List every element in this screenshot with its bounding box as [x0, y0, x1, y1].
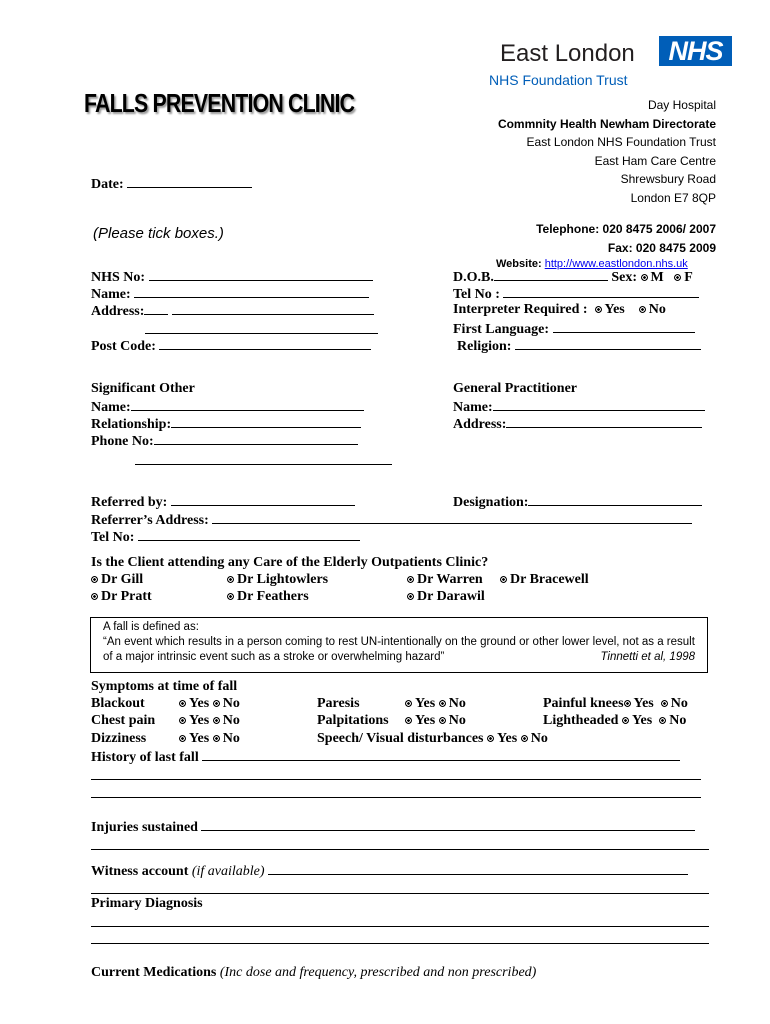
fall-definition-intro: A fall is defined as:: [103, 621, 199, 633]
symptom-speech: [317, 731, 548, 747]
address-field[interactable]: [91, 302, 374, 320]
first-language-field[interactable]: [453, 320, 695, 338]
address-line: Shrewsbury Road: [620, 172, 716, 186]
so-name-field[interactable]: [91, 398, 364, 416]
fax: Fax: 020 8475 2009: [607, 241, 716, 255]
doctor-label: Dr Lightowlers: [237, 572, 329, 587]
tick-circle-icon[interactable]: [595, 306, 602, 313]
dob-field[interactable]: [453, 268, 693, 286]
injuries-field[interactable]: [91, 818, 695, 836]
tel-label: Tel No :: [453, 287, 500, 302]
symptom-blackout: [91, 696, 240, 712]
diagnosis-line[interactable]: [91, 926, 709, 927]
witness-note: (if available): [191, 864, 265, 879]
nhs-logo: NHS: [659, 36, 732, 66]
trust-name: NHS Foundation Trust: [489, 72, 628, 88]
yes-label: Yes: [189, 731, 210, 746]
fall-definition-box: [90, 617, 708, 673]
sex-f: F: [684, 270, 693, 285]
tick-circle-icon[interactable]: [521, 735, 528, 742]
no-label: No: [448, 713, 466, 728]
address-line: Commnity Health Newham Directorate: [497, 116, 716, 131]
so-extra-line[interactable]: [135, 464, 392, 465]
nhs-no-label: NHS No:: [91, 270, 146, 285]
so-relationship-field[interactable]: [91, 415, 361, 433]
referred-by-field[interactable]: [91, 493, 355, 511]
sex-label: Sex:: [611, 270, 638, 285]
no-label: No: [669, 713, 687, 728]
dob-label: D.O.B.: [453, 270, 494, 285]
post-code-label: Post Code:: [91, 339, 156, 354]
religion-field[interactable]: [457, 337, 701, 355]
tick-note: (Please tick boxes.): [93, 225, 224, 242]
primary-diagnosis-heading: Primary Diagnosis: [91, 896, 203, 911]
symptom-lightheaded: [543, 713, 686, 729]
website-link[interactable]: http://www.eastlondon.nhs.uk: [544, 258, 688, 270]
doctor-option[interactable]: [91, 589, 152, 605]
symptom-chest-pain: [91, 713, 240, 729]
symptom-label: Chest pain: [91, 713, 156, 728]
symptom-label: Palpitations: [317, 713, 389, 728]
gp-address-label: Address:: [453, 417, 507, 432]
doctor-option[interactable]: [500, 572, 589, 588]
interpreter-field: [453, 302, 666, 318]
tick-circle-icon[interactable]: [624, 700, 631, 707]
yes-label: Yes: [189, 713, 210, 728]
tick-circle-icon[interactable]: [661, 700, 668, 707]
tick-circle-icon[interactable]: [407, 593, 414, 600]
tick-circle-icon[interactable]: [227, 576, 234, 583]
tick-circle-icon[interactable]: [213, 735, 220, 742]
tick-circle-icon[interactable]: [659, 717, 666, 724]
symptoms-heading: Symptoms at time of fall: [91, 679, 238, 694]
so-phone-field[interactable]: [91, 432, 358, 450]
no-label: No: [222, 713, 240, 728]
symptom-label: Blackout: [91, 696, 145, 711]
clinic-question: Is the Client attending any Care of the Elderly Outpatients Clinic?: [91, 555, 489, 570]
ref-tel-field[interactable]: [91, 528, 360, 546]
tick-circle-icon[interactable]: [439, 700, 446, 707]
referrer-address-label: Referrer’s Address:: [91, 513, 209, 528]
doctor-label: Dr Bracewell: [510, 572, 589, 587]
address-line: East Ham Care Centre: [594, 153, 716, 168]
address-block: [498, 96, 716, 207]
fall-citation: Tinnetti et al, 1998: [600, 651, 695, 663]
date-field[interactable]: [91, 175, 252, 193]
no-label: No: [448, 696, 466, 711]
medications-note: (Inc dose and frequency, prescribed and non prescribed): [219, 965, 537, 980]
tick-circle-icon[interactable]: [439, 717, 446, 724]
witness-line[interactable]: [91, 893, 709, 894]
tick-circle-icon[interactable]: [227, 593, 234, 600]
tick-circle-icon[interactable]: [213, 717, 220, 724]
no-label: No: [222, 696, 240, 711]
symptom-label: Painful knees: [543, 696, 624, 711]
interpreter-label: Interpreter Required :: [453, 302, 588, 317]
no-label: No: [530, 731, 548, 746]
tel-field[interactable]: [453, 285, 699, 303]
tick-circle-icon[interactable]: [179, 735, 186, 742]
so-relationship-label: Relationship:: [91, 417, 172, 432]
diagnosis-line[interactable]: [91, 943, 709, 944]
telephone: Telephone: 020 8475 2006/ 2007: [536, 222, 716, 236]
doctor-label: Dr Warren: [417, 572, 483, 587]
doctor-label: Dr Darawil: [417, 589, 485, 604]
symptom-label: Lightheaded: [543, 713, 619, 728]
yes-label: Yes: [633, 696, 654, 711]
tick-circle-icon[interactable]: [500, 576, 507, 583]
tick-circle-icon[interactable]: [405, 717, 412, 724]
address-line: Day Hospital: [647, 98, 716, 112]
address-line: East London NHS Foundation Trust: [526, 135, 716, 149]
symptom-dizziness: [91, 731, 240, 747]
nhs-no-field[interactable]: [91, 268, 373, 286]
symptom-palpitations: [317, 713, 466, 729]
doctor-option[interactable]: [407, 572, 483, 588]
tick-circle-icon[interactable]: [179, 717, 186, 724]
tick-circle-icon[interactable]: [213, 700, 220, 707]
first-language-label: First Language:: [453, 322, 550, 337]
no-label: No: [648, 302, 666, 317]
injuries-line[interactable]: [91, 849, 709, 850]
fall-definition-quote: [103, 635, 695, 665]
referred-by-label: Referred by:: [91, 495, 168, 510]
tick-circle-icon[interactable]: [622, 717, 629, 724]
history-line[interactable]: [91, 779, 701, 780]
gp-name-field[interactable]: [453, 398, 705, 416]
name-label: Name:: [91, 287, 131, 302]
tick-circle-icon[interactable]: [405, 700, 412, 707]
address-line: London E7 8QP: [630, 190, 716, 205]
doctor-label: Dr Pratt: [101, 589, 152, 604]
witness-label: Witness account: [91, 864, 189, 879]
tick-circle-icon[interactable]: [641, 274, 648, 281]
tick-circle-icon[interactable]: [179, 700, 186, 707]
doctor-option[interactable]: [407, 589, 485, 605]
gp-heading: General Practitioner: [453, 381, 578, 396]
no-label: No: [670, 696, 688, 711]
date-label: Date:: [91, 177, 124, 192]
tick-circle-icon[interactable]: [639, 306, 646, 313]
injuries-label: Injuries sustained: [91, 820, 198, 835]
tick-circle-icon[interactable]: [91, 576, 98, 583]
symptom-painful-knees: [543, 696, 688, 712]
designation-field[interactable]: [453, 493, 702, 511]
medications-label: Current Medications: [91, 965, 217, 980]
symptom-paresis: [317, 696, 466, 712]
symptom-label: Speech/ Visual disturbances: [317, 731, 484, 746]
yes-label: Yes: [604, 302, 625, 317]
symptom-label: Paresis: [317, 696, 360, 711]
tick-circle-icon[interactable]: [91, 593, 98, 600]
tick-circle-icon[interactable]: [407, 576, 414, 583]
tick-circle-icon[interactable]: [674, 274, 681, 281]
designation-label: Designation:: [453, 495, 529, 510]
yes-label: Yes: [189, 696, 210, 711]
referrer-address-field[interactable]: [91, 511, 692, 529]
org-name: East London: [500, 40, 635, 67]
so-phone-label: Phone No:: [91, 434, 154, 449]
doctor-option[interactable]: [227, 572, 328, 588]
so-name-label: Name:: [91, 400, 131, 415]
post-code-field[interactable]: [91, 337, 371, 355]
doctor-option[interactable]: [227, 589, 309, 605]
gp-address-field[interactable]: [453, 415, 702, 433]
symptom-label: Dizziness: [91, 731, 147, 746]
name-field[interactable]: [91, 285, 369, 303]
clinic-title: FALLS PREVENTION CLINIC: [84, 88, 355, 118]
address-line-2[interactable]: [145, 333, 378, 334]
doctor-label: Dr Feathers: [237, 589, 309, 604]
ref-tel-label: Tel No:: [91, 530, 135, 545]
doctor-option[interactable]: [91, 572, 143, 588]
yes-label: Yes: [631, 713, 653, 728]
fall-quote: “An event which results in a person coming to rest UN-intentionally on the ground or other lower level, not as a result of a major intrinsic event such as a stroke or overwhelming hazard”: [103, 636, 695, 663]
no-label: No: [222, 731, 240, 746]
address-label: Address:: [91, 304, 145, 319]
witness-field[interactable]: [91, 862, 688, 880]
yes-label: Yes: [415, 696, 436, 711]
doctor-label: Dr Gill: [101, 572, 144, 587]
religion-label: Religion:: [457, 339, 512, 354]
yes-label: Yes: [496, 731, 518, 746]
history-line[interactable]: [91, 797, 701, 798]
medications-heading: [91, 965, 536, 981]
significant-other-heading: Significant Other: [91, 381, 195, 396]
gp-name-label: Name:: [453, 400, 493, 415]
tick-circle-icon[interactable]: [487, 735, 494, 742]
sex-m: M: [650, 270, 664, 285]
history-field[interactable]: [91, 748, 680, 766]
yes-label: Yes: [415, 713, 436, 728]
history-label: History of last fall: [91, 750, 199, 765]
website-label: Website:: [496, 258, 542, 270]
